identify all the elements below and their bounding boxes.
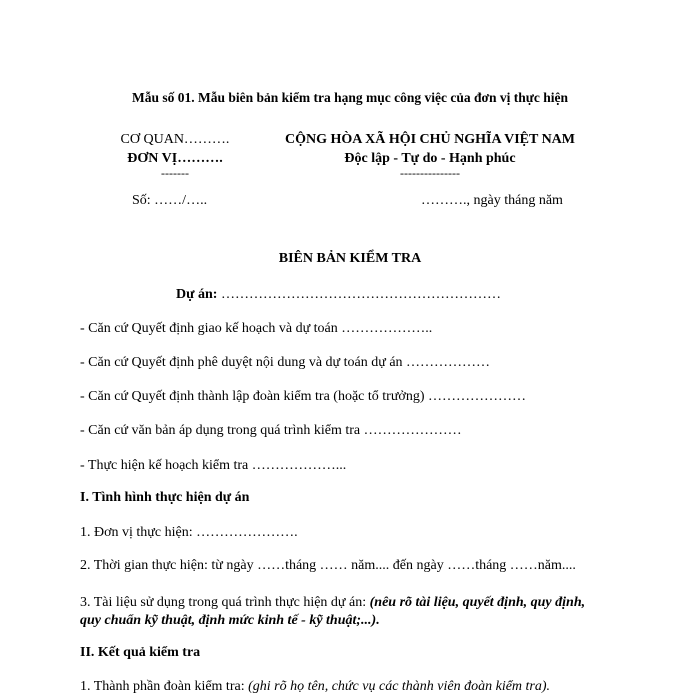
- basis-item: - Căn cứ Quyết định giao kế hoạch và dự toán ………………..: [80, 321, 433, 336]
- project-label: Dự án:: [176, 287, 218, 302]
- nation-name: CỘNG HÒA XÃ HỘI CHỦ NGHĨA VIỆT NAM: [284, 132, 575, 147]
- item-1-note: (ghi rõ họ tên, chức vụ các thành viên đoàn kiểm tra).: [248, 679, 551, 694]
- national-motto: Độc lập - Tự do - Hạnh phúc: [344, 151, 516, 166]
- section-1-item-2: 2. Thời gian thực hiện: từ ngày ……tháng …… năm.... đến ngày ……tháng ……năm....: [80, 558, 576, 573]
- form-title: Mẫu số 01. Mẫu biên bản kiểm tra hạng mục công việc của đơn vị thực hiện: [132, 90, 568, 105]
- basis-item: - Căn cứ Quyết định thành lập đoàn kiểm tra (hoặc tổ trưởng) …………………: [80, 389, 526, 404]
- section-2-heading: II. Kết quả kiểm tra: [80, 645, 201, 660]
- item-3-text: 3. Tài liệu sử dụng trong quá trình thực hiện dự án:: [80, 595, 370, 610]
- date-line: ………., ngày tháng năm: [421, 193, 563, 208]
- agency-line: CƠ QUAN……….: [120, 132, 230, 147]
- basis-item: - Căn cứ Quyết định phê duyệt nội dung và dự toán dự án ………………: [80, 355, 491, 370]
- right-rule: ---------------: [400, 166, 460, 180]
- basis-item: - Thực hiện kế hoạch kiểm tra ………………...: [80, 458, 347, 473]
- document-title: BIÊN BẢN KIỂM TRA: [278, 251, 422, 266]
- basis-item: - Căn cứ văn bản áp dụng trong quá trình kiểm tra …………………: [80, 423, 462, 438]
- section-1-item-3: [80, 595, 585, 611]
- item-3-note: (nêu rõ tài liệu, quyết định, quy định,: [369, 595, 586, 610]
- item-1-text: 1. Thành phần đoàn kiểm tra:: [80, 679, 249, 694]
- left-rule: -------: [161, 166, 189, 180]
- project-value: ……………………………………………………: [217, 287, 501, 302]
- section-1-heading: I. Tình hình thực hiện dự án: [80, 490, 250, 505]
- item-3-note-continued: quy chuẩn kỹ thuật, định mức kinh tế - kỹ thuật;...).: [80, 613, 380, 628]
- document-number: Số: ……/…..: [132, 193, 208, 208]
- unit-line: ĐƠN VỊ……….: [127, 151, 223, 166]
- section-1-item-1: 1. Đơn vị thực hiện: ………………….: [80, 525, 298, 540]
- project-line: [176, 287, 501, 303]
- section-2-item-1: [80, 679, 550, 695]
